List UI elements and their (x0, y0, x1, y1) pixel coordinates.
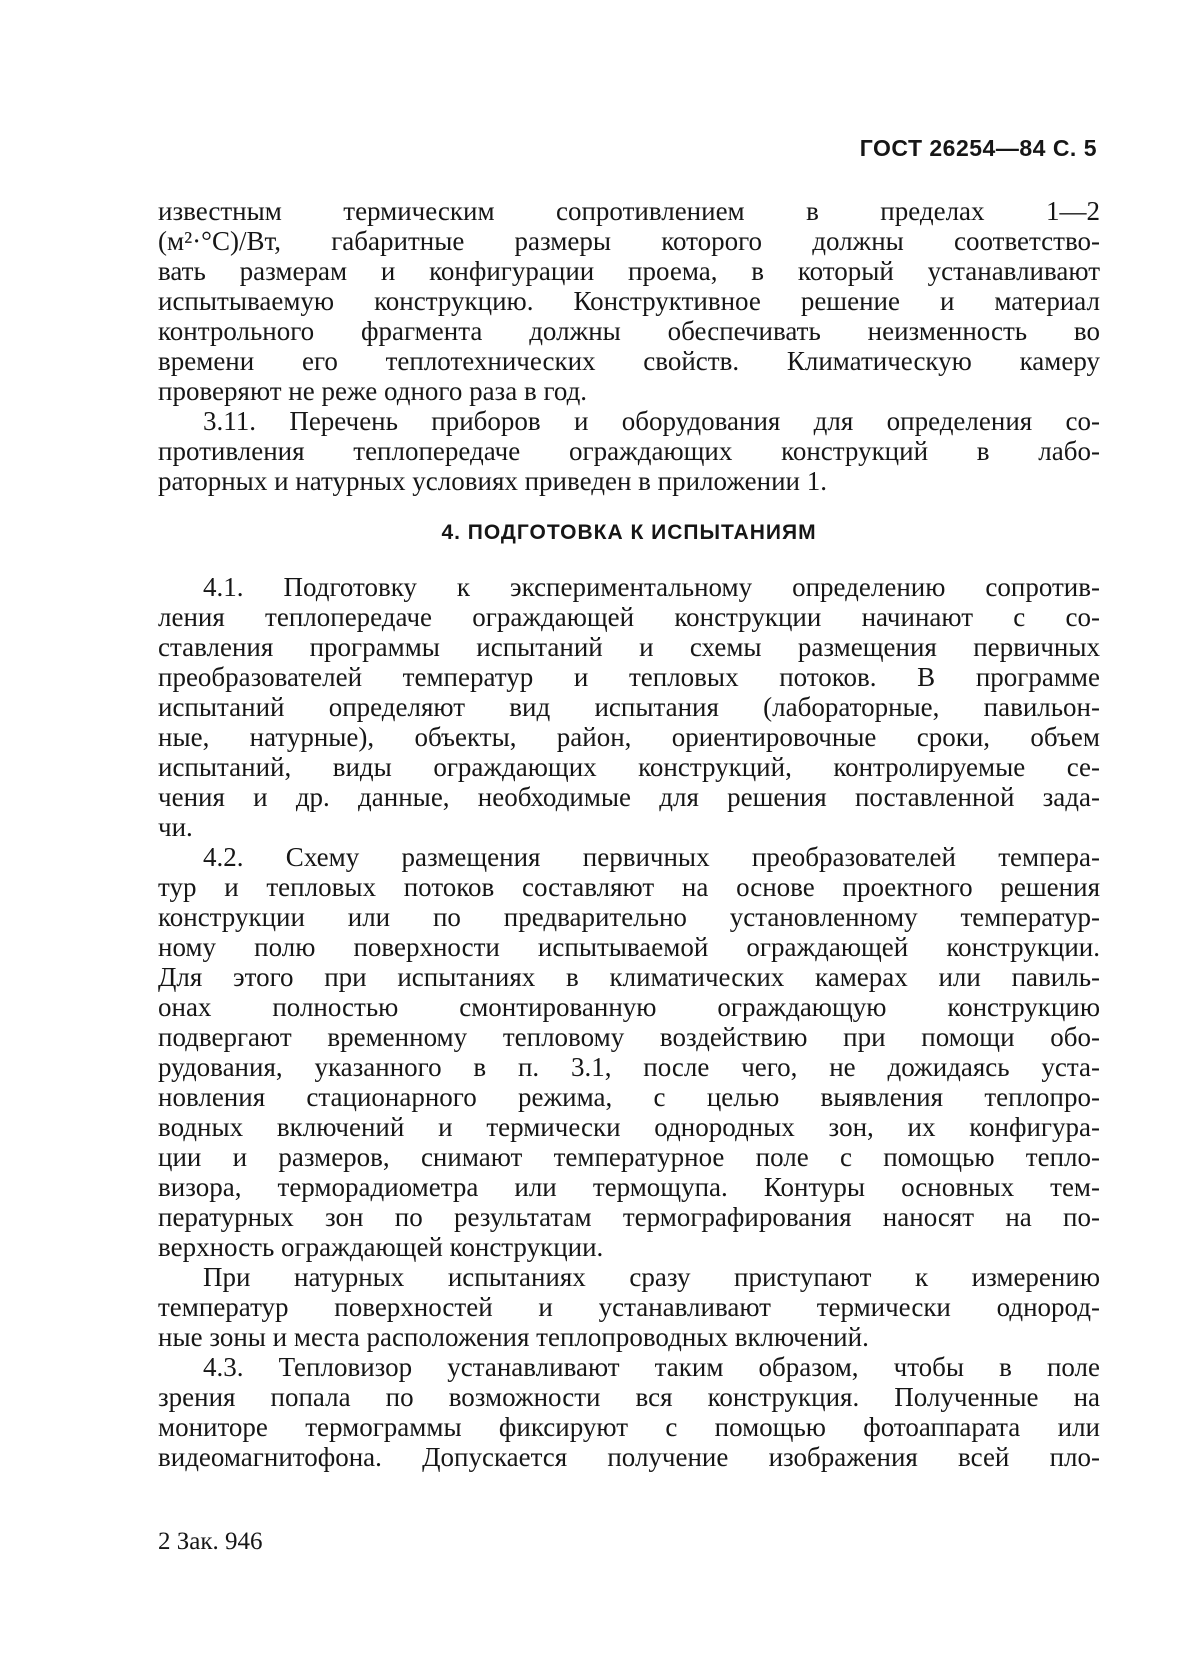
text-line: испытываемую конструкцию. Конструктивное решение и материал (158, 286, 1100, 316)
text-line: верхность ограждающей конструкции. (158, 1232, 604, 1262)
text-line: испытаний определяют вид испытания (лабораторные, павильон- (158, 692, 1100, 722)
text-line: 4.3. Тепловизор устанавливают таким образом, чтобы в поле (203, 1352, 1100, 1382)
text-line: Для этого при испытаниях в климатических камерах или павиль- (158, 962, 1100, 992)
text-line: видеомагнитофона. Допускается получение изображения всей пло- (158, 1442, 1100, 1472)
text-line: мониторе термограммы фиксируют с помощью фотоаппарата или (158, 1412, 1100, 1442)
text-line: 4.1. Подготовку к экспериментальному определению сопротив- (203, 572, 1100, 602)
text-line: 3.11. Перечень приборов и оборудования для определения со- (203, 406, 1100, 436)
text-line: рудования, указанного в п. 3.1, после чего, не дожидаясь уста- (158, 1052, 1100, 1082)
text-line: контрольного фрагмента должны обеспечивать неизменность во (158, 316, 1100, 346)
text-line: ные, натурные), объекты, район, ориентировочные сроки, объем (158, 722, 1100, 752)
text-line: 4.2. Схему размещения первичных преобразователей темпера- (203, 842, 1100, 872)
text-line: ставления программы испытаний и схемы размещения первичных (158, 632, 1100, 662)
paragraph-3-11 (158, 406, 1100, 496)
text-line: ные зоны и места расположения теплопроводных включений. (158, 1322, 869, 1352)
text-line: чи. (158, 812, 193, 842)
text-line: подвергают временному тепловому воздействию при помощи обо- (158, 1022, 1100, 1052)
paragraph-3-10-continuation (158, 196, 1100, 406)
page-footer: 2 Зак. 946 (158, 1528, 263, 1555)
text-line: онах полностью смонтированную ограждающую конструкцию (158, 992, 1100, 1022)
paragraph-4-2-natural-tests (158, 1262, 1100, 1352)
body-text (158, 196, 1100, 1472)
text-line: При натурных испытаниях сразу приступают к измерению (203, 1262, 1100, 1292)
paragraph-4-1 (158, 572, 1100, 842)
section-title: 4. ПОДГОТОВКА К ИСПЫТАНИЯМ (441, 521, 817, 544)
text-line: водных включений и термически однородных зон, их конфигура- (158, 1112, 1100, 1142)
text-line: проверяют не реже одного раза в год. (158, 376, 588, 406)
text-line: конструкции или по предварительно установленному температур- (158, 902, 1100, 932)
text-line: ному полю поверхности испытываемой ограждающей конструкции. (158, 932, 1100, 962)
text-line: (м²·°С)/Вт, габаритные размеры которого должны соответство- (158, 226, 1100, 256)
text-line: зрения попала по возможности вся конструкция. Полученные на (158, 1382, 1100, 1412)
text-line: визора, терморадиометра или термощупа. Контуры основных тем- (158, 1172, 1100, 1202)
text-line: ции и размеров, снимают температурное поле с помощью тепло- (158, 1142, 1100, 1172)
text-line: тур и тепловых потоков составляют на основе проектного решения (158, 872, 1100, 902)
text-line: новления стационарного режима, с целью выявления теплопро- (158, 1082, 1100, 1112)
text-line: пературных зон по результатам термографирования наносят на по- (158, 1202, 1100, 1232)
page-header: ГОСТ 26254—84 С. 5 (859, 135, 1097, 161)
text-line: известным термическим сопротивлением в пределах 1—2 (158, 196, 1100, 226)
text-line: испытаний, виды ограждающих конструкций, контролируемые се- (158, 752, 1100, 782)
text-line: вать размерам и конфигурации проема, в который устанавливают (158, 256, 1100, 286)
text-line: ления теплопередаче ограждающей конструкции начинают с со- (158, 602, 1100, 632)
paragraph-4-3 (158, 1352, 1100, 1472)
text-line: раторных и натурных условиях приведен в приложении 1. (158, 466, 827, 496)
text-line: преобразователей температур и тепловых потоков. В программе (158, 662, 1100, 692)
text-line: температур поверхностей и устанавливают термически однород- (158, 1292, 1100, 1322)
text-line: противления теплопередаче ограждающих конструкций в лабо- (158, 436, 1100, 466)
text-line: чения и др. данные, необходимые для решения поставленной зада- (158, 782, 1100, 812)
text-line: времени его теплотехнических свойств. Климатическую камеру (158, 346, 1100, 376)
paragraph-4-2 (158, 842, 1100, 1262)
